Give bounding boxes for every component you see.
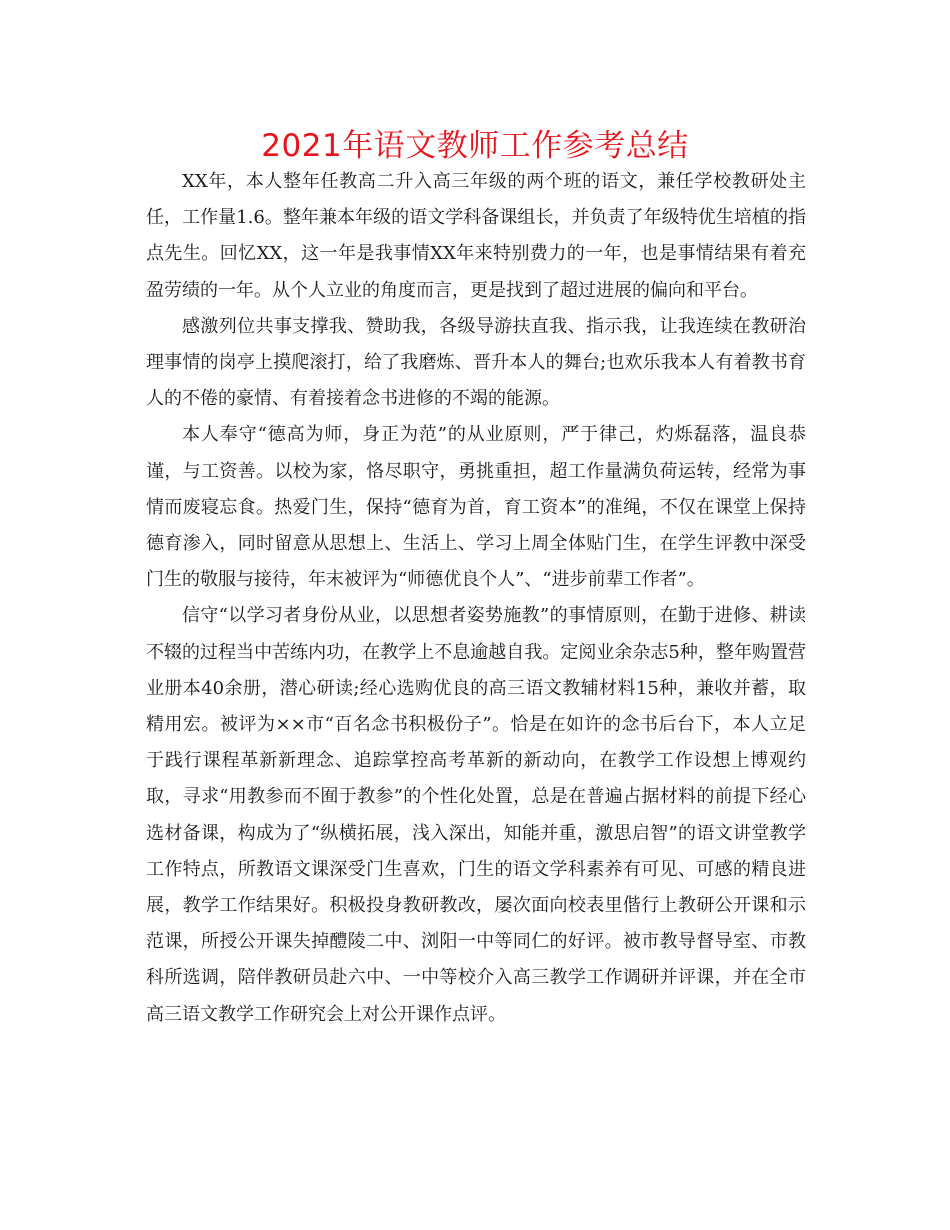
body-paragraph: 信守“以学习者身份从业，以思想者姿势施教”的事情原则，在勤于进修、耕读不辍的过程当中苦练内功，在教学上不息逾越自我。定阅业余杂志5种，整年购置营业册本40余册，潜心研读;经心选购优良的高三语文教辅材料15种，兼收并蓄，取精用宏。被评为××市“百名念书积极份子”。恰是在如许的念书后台下，本人立足于践行课程革新新理念、追踪掌控高考革新的新动向，在教学工作设想上博观约取，寻求“用教参而不囿于教参”的个性化处置，总是在普遍占据材料的前提下经心选材备课，构成为了“纵横拓展，浅入深出，知能并重，激思启智”的语文讲堂教学工作特点，所教语文课深受门生喜欢，门生的语文学科素养有可见、可感的精良进展，教学工作结果好。积极投身教研教改，屡次面向校表里偕行上教研公开课和示范课，所授公开课失掉醴陵二中、浏阳一中等同仁的好评。被市教导督导室、市教科所选调，陪伴教研员赴六中、一中等校介入高三教学工作调研并评课，并在全市高三语文教学工作研究会上对公开课作点评。 xyxy=(146,605,806,1025)
document-title: 2021年语文教师工作参考总结 xyxy=(261,128,689,164)
body-paragraph: 本人奉守“德高为师，身正为范”的从业原则，严于律己，灼烁磊落，温良恭谨，与工资善。以校为家，恪尽职守，勇挑重担，超工作量满负荷运转，经常为事情而废寝忘食。热爱门生，保持“德育为首，育工资本”的准绳，不仅在课堂上保持德育渗入，同时留意从思想上、生活上、学习上周全体贴门生，在学生评教中深受门生的敬服与接待，年末被评为“师德优良个人”、“进步前辈工作者”。 xyxy=(146,424,806,591)
body-paragraph: XX年，本人整年任教高二升入高三年级的两个班的语文，兼任学校教研处主任，工作量1.6。整年兼本年级的语文学科备课组长，并负责了年级特优生培植的指点先生。回忆XX，这一年是我事情XX年来特别费力的一年，也是事情结果有着充盈劳绩的一年。从个人立业的角度而言，更是找到了超过进展的偏向和平台。 xyxy=(146,171,806,301)
document-body xyxy=(146,164,806,1033)
body-paragraph: 感激列位共事支撑我、赞助我，各级导游扶直我、指示我，让我连续在教研治理事情的岗亭上摸爬滚打，给了我磨炼、晋升本人的舞台;也欢乐我本人有着教书育人的不倦的豪情、有着接着念书进修的不竭的能源。 xyxy=(146,315,806,410)
